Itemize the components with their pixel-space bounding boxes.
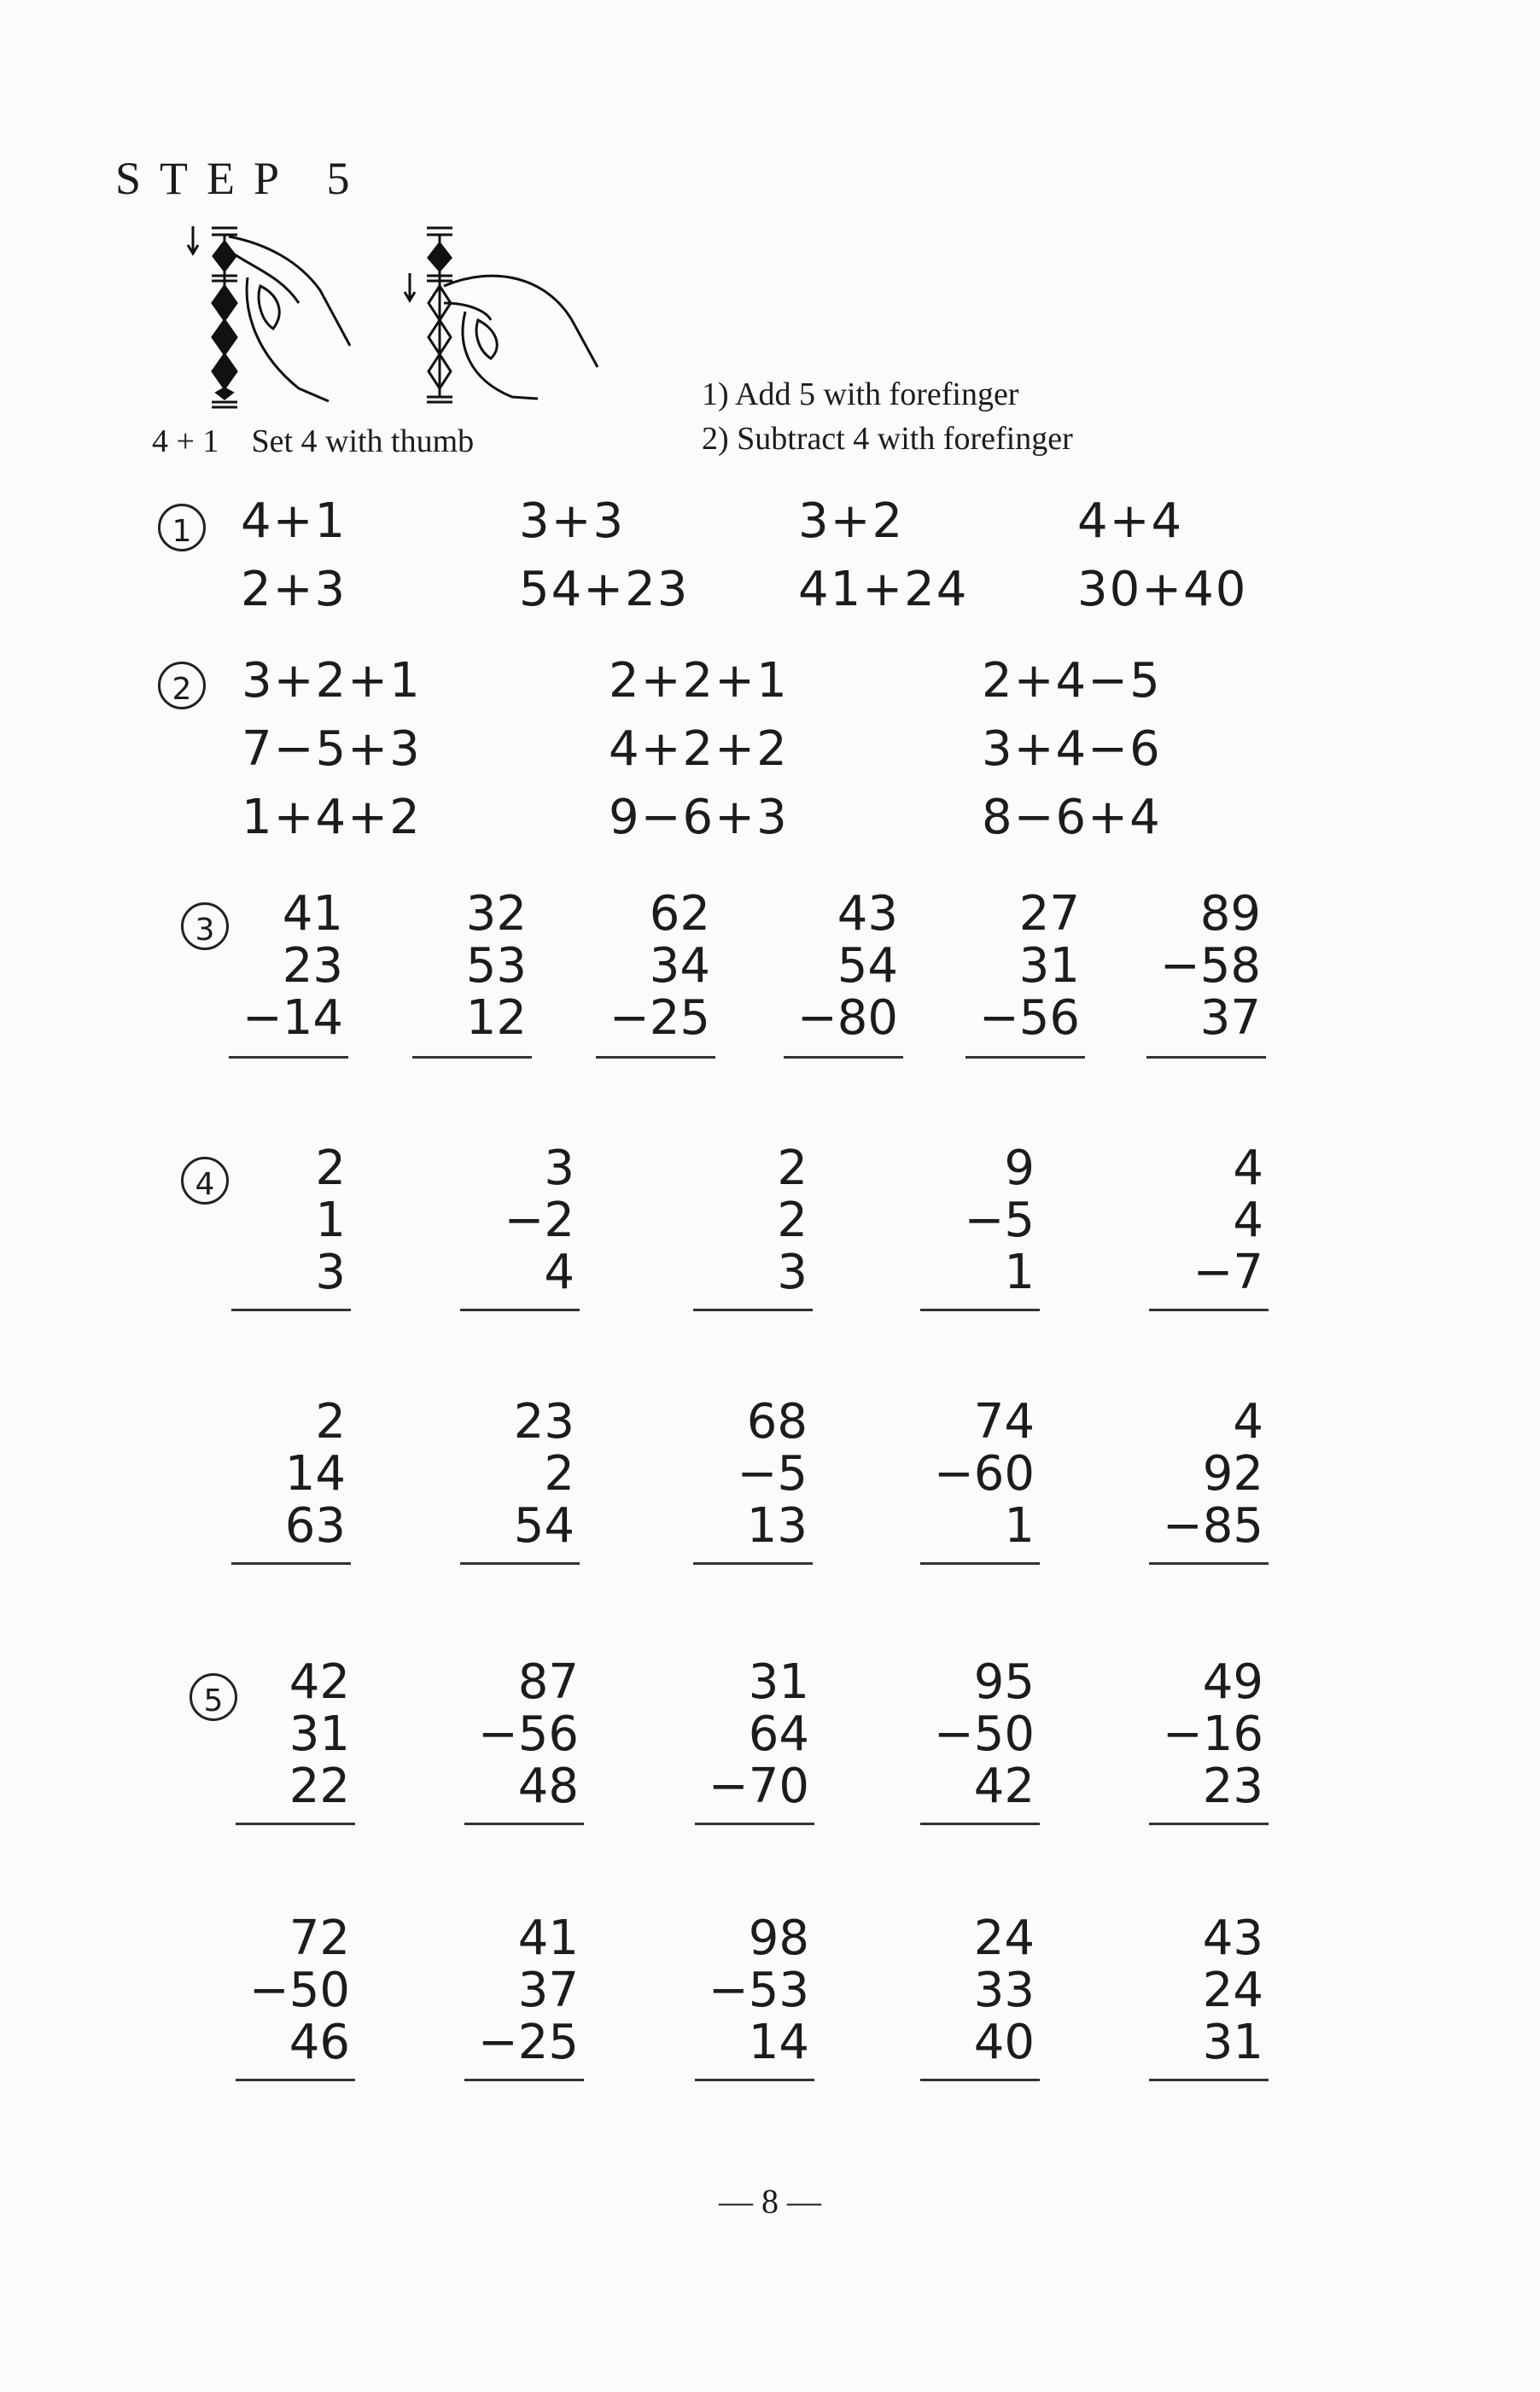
addend: 53 [465, 938, 527, 994]
caption-expression: 4 + 1 [152, 423, 219, 459]
page-number: — 8 — [719, 2182, 821, 2220]
addend: 1 [1004, 1245, 1035, 1300]
step-title: STEP 5 [115, 153, 369, 204]
addend: 72 [289, 1911, 350, 1966]
answer-line [229, 1056, 348, 1059]
column-problem [226, 1142, 346, 1298]
addend: 46 [289, 2015, 350, 2070]
addend: 41 [517, 1911, 579, 1966]
addend: 23 [282, 938, 343, 994]
expression: 2+3 [241, 562, 347, 617]
answer-line [920, 1309, 1040, 1311]
section-number-circle [181, 1157, 229, 1205]
addend: 89 [1199, 886, 1261, 942]
addend: 24 [1202, 1963, 1263, 2018]
addend: 31 [1018, 938, 1080, 994]
addend: 3 [315, 1245, 346, 1300]
addend: −50 [933, 1706, 1035, 1762]
column-problem [455, 1142, 575, 1298]
addend: 4 [1233, 1193, 1263, 1248]
addend: 62 [649, 886, 710, 942]
caption-text: Set 4 with thumb [251, 423, 475, 459]
answer-line [236, 1823, 355, 1825]
expression: 30+40 [1077, 562, 1248, 617]
addend: 9 [1004, 1141, 1035, 1196]
expression: 1+4+2 [242, 790, 422, 845]
answer-line [231, 1309, 351, 1311]
addend: 42 [973, 1759, 1035, 1814]
column-problem [1144, 1396, 1263, 1552]
addend: 92 [1202, 1446, 1263, 1502]
addend: 3 [777, 1245, 808, 1300]
column-problem [224, 888, 343, 1044]
addend: 2 [777, 1141, 808, 1196]
addend: 74 [973, 1394, 1035, 1450]
column-problem [688, 1396, 808, 1552]
expression: 4+1 [241, 493, 347, 549]
addend: 48 [517, 1759, 579, 1814]
expression: 4+4 [1077, 493, 1184, 549]
answer-line [965, 1056, 1085, 1059]
expression: 2+4−5 [982, 653, 1162, 709]
addend: −5 [964, 1193, 1035, 1248]
answer-line [412, 1056, 532, 1059]
column-problem [1144, 1656, 1263, 1812]
expression: 9−6+3 [609, 790, 789, 845]
expression: 3+4−6 [982, 721, 1162, 777]
answer-line [231, 1562, 351, 1565]
column-problem [1141, 888, 1261, 1044]
addend: −60 [933, 1446, 1035, 1502]
column-problem [459, 1912, 579, 2068]
addend: 24 [973, 1911, 1035, 1966]
section-number-circle [158, 504, 206, 551]
column-problem [915, 1142, 1035, 1298]
section-number: 2 [172, 672, 192, 707]
addend: 32 [465, 886, 527, 942]
column-problem [779, 888, 898, 1044]
addend: 23 [513, 1394, 575, 1450]
expression: 7−5+3 [242, 721, 422, 777]
answer-line [1146, 1056, 1266, 1059]
addend: −56 [978, 990, 1080, 1046]
addend: 12 [465, 990, 527, 1046]
addend: −5 [737, 1446, 808, 1502]
column-problem [915, 1912, 1035, 2068]
answer-line [784, 1056, 903, 1059]
answer-line [1149, 1562, 1269, 1565]
answer-line [464, 2079, 584, 2081]
addend: 63 [284, 1498, 346, 1554]
addend: 4 [544, 1245, 575, 1300]
addend: 54 [837, 938, 898, 994]
addend: 4 [1233, 1394, 1263, 1450]
illustration-caption [152, 423, 474, 460]
column-problem [230, 1656, 350, 1812]
addend: −25 [477, 2015, 579, 2070]
addend: −2 [504, 1193, 575, 1248]
column-problem [688, 1142, 808, 1298]
column-problem [459, 1656, 579, 1812]
section-number: 3 [195, 913, 215, 948]
answer-line [693, 1562, 813, 1565]
expression: 41+24 [798, 562, 969, 617]
step-note-2: 2) Subtract 4 with forefinger [702, 421, 1073, 457]
addend: 43 [1202, 1911, 1263, 1966]
addend: 3 [544, 1141, 575, 1196]
addend: −14 [242, 990, 343, 1046]
addend: 2 [777, 1193, 808, 1248]
column-problem [591, 888, 710, 1044]
addend: 33 [973, 1963, 1035, 2018]
addend: 37 [517, 1963, 579, 2018]
answer-line [460, 1562, 580, 1565]
addend: 22 [289, 1759, 350, 1814]
addend: 31 [748, 1654, 809, 1710]
column-problem [1144, 1142, 1263, 1298]
answer-line [693, 1309, 813, 1311]
addend: −25 [609, 990, 710, 1046]
addend: 34 [649, 938, 710, 994]
expression: 54+23 [519, 562, 690, 617]
addend: −80 [796, 990, 898, 1046]
addend: 42 [289, 1654, 350, 1710]
addend: 41 [282, 886, 343, 942]
column-problem [960, 888, 1080, 1044]
section-number: 1 [172, 514, 192, 549]
section-number: 4 [195, 1167, 215, 1202]
addend: −7 [1193, 1245, 1263, 1300]
answer-line [460, 1309, 580, 1311]
section-number-circle [181, 902, 229, 950]
section-number-circle [158, 662, 206, 709]
expression: 3+2 [798, 493, 905, 549]
addend: 95 [973, 1654, 1035, 1710]
column-problem [1144, 1912, 1263, 2068]
addend: 2 [315, 1394, 346, 1450]
answer-line [464, 1823, 584, 1825]
addend: −58 [1159, 938, 1261, 994]
addend: 49 [1202, 1654, 1263, 1710]
step-note-1: 1) Add 5 with forefinger [702, 376, 1019, 412]
answer-line [1149, 1309, 1269, 1311]
column-problem [915, 1656, 1035, 1812]
answer-line [695, 1823, 814, 1825]
addend: −85 [1162, 1498, 1263, 1554]
addend: −53 [708, 1963, 809, 2018]
addend: 31 [1202, 2015, 1263, 2070]
column-problem [226, 1396, 346, 1552]
addend: −16 [1162, 1706, 1263, 1762]
answer-line [236, 2079, 355, 2081]
addend: 31 [289, 1706, 350, 1762]
answer-line [920, 2079, 1040, 2081]
answer-line [920, 1562, 1040, 1565]
addend: 68 [746, 1394, 808, 1450]
addend: 4 [1233, 1141, 1263, 1196]
answer-line [695, 2079, 814, 2081]
addend: 64 [748, 1706, 809, 1762]
section-number: 5 [203, 1683, 224, 1718]
addend: 13 [746, 1498, 808, 1554]
addend: −50 [248, 1963, 350, 2018]
addend: 23 [1202, 1759, 1263, 1814]
column-problem [455, 1396, 575, 1552]
column-problem [230, 1912, 350, 2068]
addend: 1 [1004, 1498, 1035, 1554]
addend: −56 [477, 1706, 579, 1762]
answer-line [1149, 1823, 1269, 1825]
addend: 27 [1018, 886, 1080, 942]
answer-line [920, 1823, 1040, 1825]
expression: 3+3 [519, 493, 626, 549]
column-problem [407, 888, 527, 1044]
addend: 14 [284, 1446, 346, 1502]
expression: 2+2+1 [609, 653, 789, 709]
addend: 40 [973, 2015, 1035, 2070]
addend: 1 [315, 1193, 346, 1248]
column-problem [690, 1912, 809, 2068]
expression: 8−6+4 [982, 790, 1162, 845]
addend: 43 [837, 886, 898, 942]
addend: 14 [748, 2015, 809, 2070]
answer-line [1149, 2079, 1269, 2081]
addend: 37 [1199, 990, 1261, 1046]
expression: 4+2+2 [609, 721, 789, 777]
addend: 54 [513, 1498, 575, 1554]
addend: 98 [748, 1911, 809, 1966]
abacus-hand-illustration [171, 218, 683, 414]
column-problem [915, 1396, 1035, 1552]
addend: 87 [517, 1654, 579, 1710]
answer-line [596, 1056, 715, 1059]
addend: 2 [315, 1141, 346, 1196]
abacus-rod-icon [188, 226, 598, 407]
expression: 3+2+1 [242, 653, 422, 709]
addend: 2 [544, 1446, 575, 1502]
column-problem [690, 1656, 809, 1812]
addend: −70 [708, 1759, 809, 1814]
